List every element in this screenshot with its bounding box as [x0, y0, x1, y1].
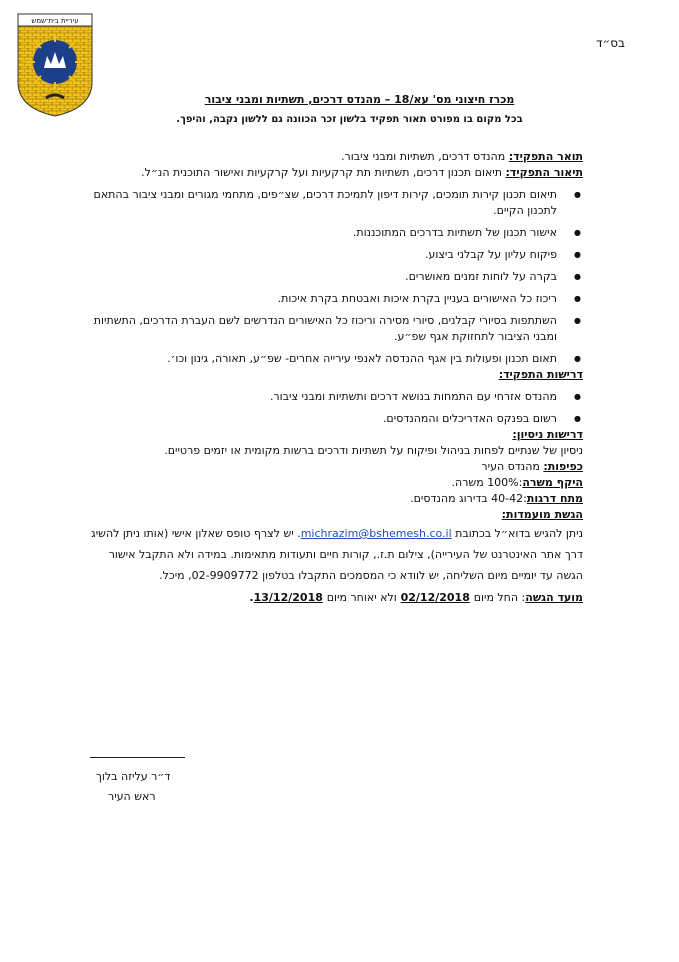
- list-item: ● מהנדס אזרחי עם התמחות בנושא דרכים ותשתיות ומבני ציבור.: [80, 389, 559, 405]
- deadline-label: מועד הגשה: [525, 591, 583, 604]
- signature-line: [90, 757, 185, 758]
- scope-line: [80, 475, 583, 491]
- grade-value: :40-42 בדירוג מהנדסים.: [410, 492, 527, 505]
- experience-heading: [80, 427, 583, 443]
- job-description-list: [80, 187, 583, 367]
- tender-role: מהנדס דרכים, תשתיות ומבני ציבור: [204, 93, 381, 106]
- signature-role: ראש העיר: [108, 790, 156, 803]
- gender-note: בכל מקום בו מפורט תאור תפקיד בלשון זכר הכוונה גם ללשון נקבה, והיפך.: [176, 114, 523, 125]
- deadline-from-date: 02/12/2018: [400, 591, 470, 604]
- list-item: ● תיאום תכנון קירות תומכים, קירות דיפון לתמיכת דרכים, שצ״פים, מתחמי מגורים ומבני ציבור בהתאם לתכנון הקיים.: [80, 187, 559, 219]
- submission-text: [80, 523, 583, 586]
- list-item: ● תאום תכנון ופעולות בין אגף ההנדסה לאנפי עירייה אחרים- שפ״ע, תאורה, גינון וכו׳.: [80, 351, 559, 367]
- submission-text-after: . יש לצרף טופס שאלון אישי (אותו ניתן להשיג דרך אתר האינטרנט של העירייה), צילום ת.ז., קורות חיים ותעודות מתאימות. במידה ולא התקבל אישור הגשה עד יומיים מיום השליחה, יש לוודא כי המסמכים התקבלו בטלפון 02-9909772, מיכל.: [91, 527, 583, 582]
- deadline-to-date: 13/12/2018: [253, 591, 323, 604]
- experience-value: ניסיון של שנתיים לפחות בניהול ופיקוח על תשתיות ודרכים ברשות מקומית או יזמים פרטיים.: [164, 444, 583, 457]
- submission-heading: [80, 507, 583, 523]
- requirements-heading: [80, 367, 583, 383]
- list-item: ● רשום בפנקס האדריכלים והמהנדסים.: [80, 411, 559, 427]
- deadline-from-text: : החל מיום: [473, 591, 526, 604]
- list-item: ● פיקוח עליון על קבלני ביצוע.: [80, 247, 559, 263]
- requirements-list: [80, 389, 583, 427]
- tender-number: מכרז חיצוני מס' עא/18 –: [380, 93, 515, 106]
- job-title-label: תואר התפקיד:: [508, 150, 583, 163]
- list-item: ● ריכוז כל האישורים בעניין בקרת איכות ואבטחת בקרת איכות.: [80, 291, 559, 307]
- job-description-line: [80, 165, 583, 181]
- reports-to-line: [80, 459, 583, 475]
- document-body: [80, 149, 583, 606]
- job-description-label: תיאור התפקיד:: [505, 166, 583, 179]
- scope-value: :100% משרה.: [451, 476, 523, 489]
- signature-name: ד״ר עליזה בלוך: [96, 770, 171, 783]
- list-item: ● השתתפות בסיורי קבלנים, סיורי מסירה וריכוז כל האישורים הנדרשים לשם העברת הדרכים, התשתיות ומבני הציבור לתחזוקת אגף שפ״ע.: [80, 313, 559, 345]
- job-title-line: [80, 149, 583, 165]
- reports-to-value: מהנדס העיר: [481, 460, 540, 473]
- deadline-end: .: [249, 591, 254, 604]
- crest-text: עיריית בית־שמש: [31, 17, 79, 25]
- bsd-header: בס״ד: [595, 36, 625, 50]
- city-crest-logo: [16, 12, 94, 118]
- deadline-line: [80, 590, 583, 606]
- scope-label: היקף משרה: [522, 476, 583, 489]
- requirements-label: דרישות התפקיד:: [498, 368, 583, 381]
- page-title: [120, 93, 599, 106]
- grade-label: מתח דרגות: [526, 492, 583, 505]
- list-item: ● בקרה על לוחות זמנים מאושרים.: [80, 269, 559, 285]
- email-link[interactable]: michrazim@bshemesh.co.il: [300, 527, 452, 540]
- list-item: ● אישור תכנון של תשתיות בדרכים המתוכננות.: [80, 225, 559, 241]
- reports-to-label: כפיפות:: [543, 460, 583, 473]
- submission-label: הגשת מועמדות:: [501, 508, 583, 521]
- job-description-intro: תיאום תכנון דרכים, תשתיות תת קרקעיות ועל קרקעיות ואישור התוכנית הנ״ל.: [141, 166, 502, 179]
- deadline-mid-text: ולא יאוחר מיום: [326, 591, 397, 604]
- job-title-value: מהנדס דרכים, תשתיות ומבני ציבור.: [341, 150, 506, 163]
- grade-line: [80, 491, 583, 507]
- submission-text-before: ניתן להגיש בדוא״ל בכתובת: [455, 527, 583, 540]
- experience-label: דרישות ניסיון:: [512, 428, 583, 441]
